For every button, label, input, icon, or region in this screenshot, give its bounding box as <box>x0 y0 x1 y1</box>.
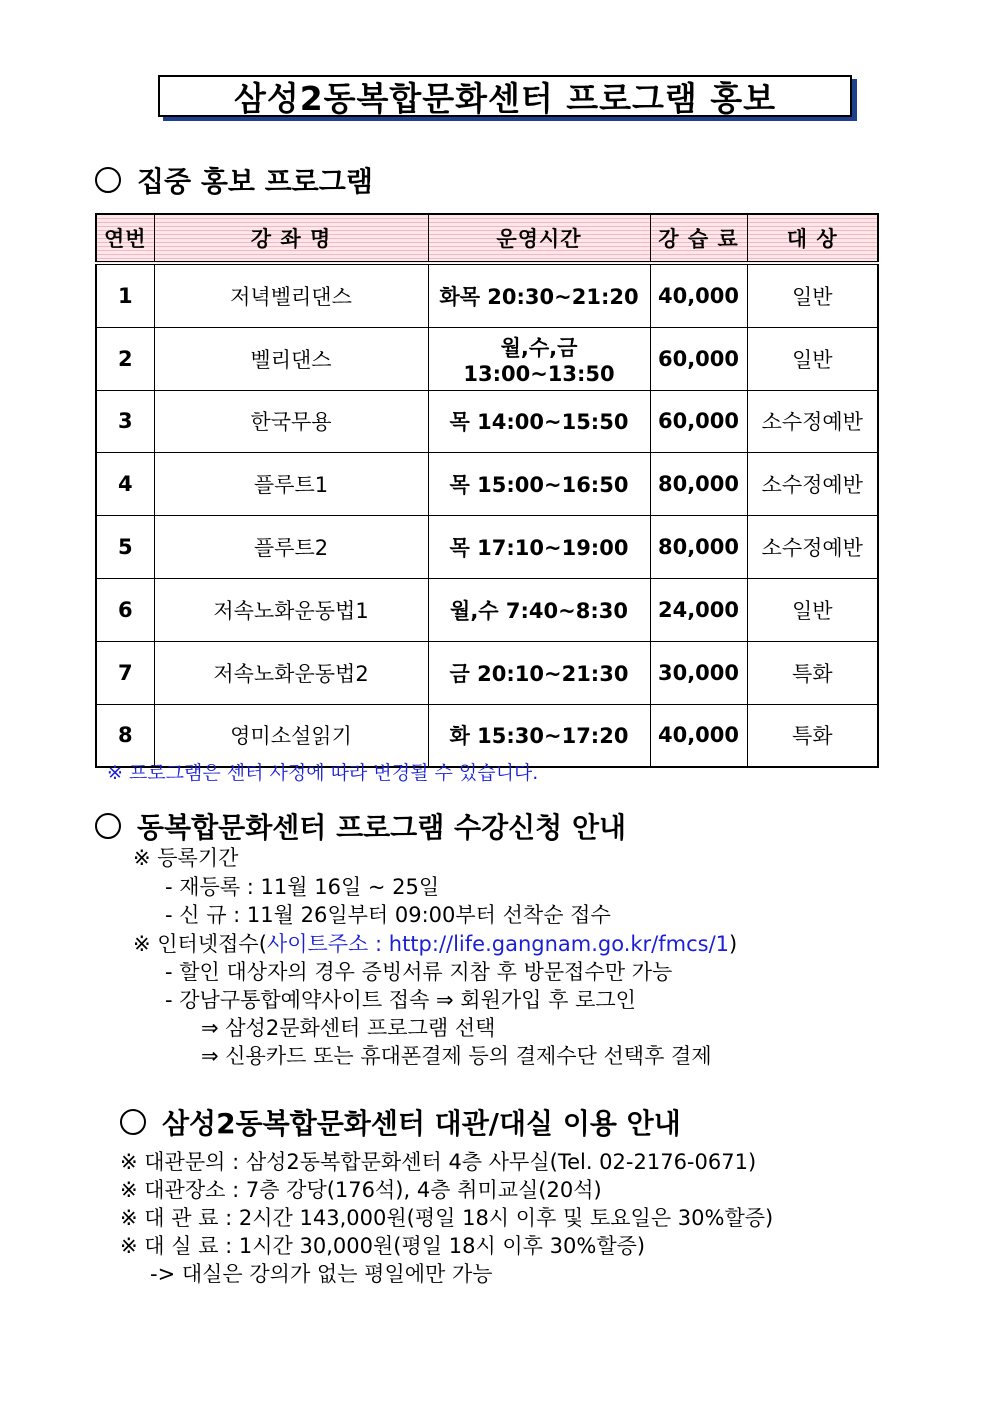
cell-time: 금 20:10~21:30 <box>428 641 650 704</box>
cell-time: 화목 20:30~21:20 <box>428 263 650 327</box>
online-suffix: ) <box>729 932 738 956</box>
cell-no: 8 <box>96 704 154 767</box>
cell-no: 4 <box>96 453 154 516</box>
cell-target: 특화 <box>747 704 878 767</box>
cell-no: 7 <box>96 641 154 704</box>
new-register-period: - 신 규 : 11월 26일부터 09:00부터 선착순 접수 <box>165 903 611 927</box>
column-header: 대 상 <box>747 214 878 263</box>
rental-fee: ※ 대 관 료 : 2시간 143,000원(평일 18시 이후 및 토요일은 30%할증) <box>120 1206 774 1230</box>
cell-name: 플루트2 <box>154 516 428 579</box>
cell-fee: 40,000 <box>650 263 747 327</box>
cell-name: 저속노화운동법2 <box>154 641 428 704</box>
circle-bullet-icon <box>95 167 121 193</box>
table-header-row <box>96 214 878 263</box>
cell-time: 월,수 7:40~8:30 <box>428 578 650 641</box>
column-header: 연번 <box>96 214 154 263</box>
cell-no: 1 <box>96 263 154 327</box>
cell-target: 소수정예반 <box>747 516 878 579</box>
cell-fee: 60,000 <box>650 327 747 390</box>
cell-name: 벨리댄스 <box>154 327 428 390</box>
cell-target: 특화 <box>747 641 878 704</box>
cell-target: 소수정예반 <box>747 453 878 516</box>
table-row <box>96 390 878 453</box>
table-row <box>96 453 878 516</box>
rental-place: ※ 대관장소 : 7층 강당(176석), 4층 취미교실(20석) <box>120 1178 602 1202</box>
cell-no: 2 <box>96 327 154 390</box>
program-table <box>95 213 879 768</box>
cell-no: 5 <box>96 516 154 579</box>
registration-period-label: ※ 등록기간 <box>133 846 239 870</box>
circle-bullet-icon <box>95 813 121 839</box>
cell-target: 일반 <box>747 578 878 641</box>
circle-bullet-icon <box>120 1109 146 1135</box>
cell-name: 한국무용 <box>154 390 428 453</box>
room-note: -> 대실은 강의가 없는 평일에만 가능 <box>150 1262 493 1286</box>
table-row <box>96 516 878 579</box>
cell-fee: 80,000 <box>650 516 747 579</box>
section-heading-rental <box>120 1102 681 1142</box>
cell-fee: 30,000 <box>650 641 747 704</box>
cell-name: 영미소설읽기 <box>154 704 428 767</box>
cell-time: 월,수,금 13:00~13:50 <box>428 327 650 390</box>
table-row <box>96 641 878 704</box>
cell-no: 6 <box>96 578 154 641</box>
table-row <box>96 327 878 390</box>
section-heading-text: 동복합문화센터 프로그램 수강신청 안내 <box>137 811 627 844</box>
cell-time: 목 14:00~15:50 <box>428 390 650 453</box>
registration-step-3: ⇒ 신용카드 또는 휴대폰결제 등의 결제수단 선택후 결제 <box>201 1044 712 1068</box>
cell-fee: 24,000 <box>650 578 747 641</box>
program-change-note: ※ 프로그램은 센터 사정에 따라 변경될 수 있습니다. <box>107 762 539 784</box>
registration-step-1: - 강남구통합예약사이트 접속 ⇒ 회원가입 후 로그인 <box>165 988 636 1012</box>
section-heading-text: 집중 홍보 프로그램 <box>137 165 373 198</box>
rental-inquiry: ※ 대관문의 : 삼성2동복합문화센터 4층 사무실(Tel. 02-2176-0671) <box>120 1150 757 1174</box>
section-heading-registration <box>95 806 626 846</box>
cell-target: 일반 <box>747 327 878 390</box>
cell-time: 목 15:00~16:50 <box>428 453 650 516</box>
cell-fee: 40,000 <box>650 704 747 767</box>
column-header: 강 좌 명 <box>154 214 428 263</box>
table-row <box>96 578 878 641</box>
room-fee: ※ 대 실 료 : 1시간 30,000원(평일 18시 이후 30%할증) <box>120 1234 646 1258</box>
section-heading-text: 삼성2동복합문화센터 대관/대실 이용 안내 <box>162 1107 681 1140</box>
cell-name: 저속노화운동법1 <box>154 578 428 641</box>
cell-fee: 60,000 <box>650 390 747 453</box>
column-header: 운영시간 <box>428 214 650 263</box>
cell-name: 플루트1 <box>154 453 428 516</box>
cell-time: 화 15:30~17:20 <box>428 704 650 767</box>
cell-no: 3 <box>96 390 154 453</box>
online-registration <box>133 928 737 958</box>
online-prefix: ※ 인터넷접수( <box>133 932 267 956</box>
page-title: 삼성2동복합문화센터 프로그램 홍보 <box>158 75 852 117</box>
cell-target: 일반 <box>747 263 878 327</box>
cell-fee: 80,000 <box>650 453 747 516</box>
site-address-link[interactable]: 사이트주소 : http://life.gangnam.go.kr/fmcs/1 <box>266 932 730 956</box>
re-register-period: - 재등록 : 11월 16일 ~ 25일 <box>165 875 440 899</box>
cell-time: 목 17:10~19:00 <box>428 516 650 579</box>
cell-name: 저녁벨리댄스 <box>154 263 428 327</box>
discount-note: - 할인 대상자의 경우 증빙서류 지참 후 방문접수만 가능 <box>165 960 673 984</box>
table-row <box>96 263 878 327</box>
section-heading-focus <box>95 160 373 200</box>
column-header: 강 습 료 <box>650 214 747 263</box>
registration-step-2: ⇒ 삼성2문화센터 프로그램 선택 <box>201 1016 496 1040</box>
cell-target: 소수정예반 <box>747 390 878 453</box>
